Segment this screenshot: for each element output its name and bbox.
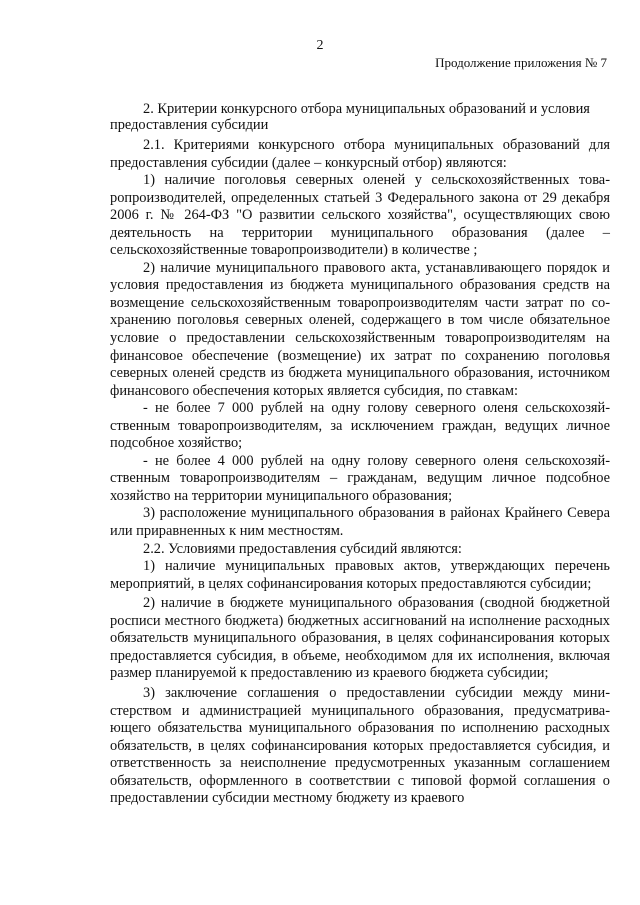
page-number: 2: [316, 38, 324, 53]
paragraph-condition-2: 2) наличие в бюджете муниципального образования (сводной бюджетной росписи местного бюджета) бюджетных ассигнований на исполнение расходных обязательств муниципального образования, в целях софинансирования которых предоставляется субсидия, в объеме, необходимом для их исполнения, включая размер планируемой к предоставлению из краевого бюджета субсидии;: [110, 595, 610, 682]
paragraph-rate-7000: - не более 7 000 рублей на одну голову северного оленя сельскохозяйственным товаропроизводителям, за исключением граждан, ведущих личное подсобное хозяйство;: [110, 400, 610, 452]
paragraph-criterion-3: 3) расположение муниципального образования в районах Крайнего Севера или приравненных к ним местностям.: [110, 505, 610, 540]
document-body: [110, 102, 610, 808]
paragraph-criterion-1: 1) наличие поголовья северных оленей у сельскохозяйственных товаропроизводителей, определенных статьей 3 Федерального закона от 29 декабря 2006 г. № 264-ФЗ "О развитии сельского хозяйства", осуществляющих свою деятельность на территории муниципального образования (далее – сельскохозяйственные товаропроизводители) в количестве ;: [110, 172, 610, 259]
paragraph-rate-4000: - не более 4 000 рублей на одну голову северного оленя сельскохозяйственным товаропроизводителям – гражданам, ведущим личное подсобное хозяйство на территории муниципального образования;: [110, 452, 610, 504]
paragraph-2-1: 2.1. Критериями конкурсного отбора муниципальных образований для предоставления субсидии (далее – конкурсный отбор) являются:: [110, 137, 610, 171]
paragraph-condition-3: 3) заключение соглашения о предоставлении субсидии между министерством и администрацией муниципального образования, предусматривающего обязательства муниципального образования по исполнению расходных обязательств, в целях софинансирования которых предоставляется субсидия, и ответственность за неисполнение предусмотренных указанным соглашением обязательств, оформленного в соответствии с типовой формой соглашения о предоставлении субсидии местному бюджету из краевого: [110, 684, 610, 807]
section-title: 2. Критерии конкурсного отбора муниципальных образований и условия предоставления субсидии: [110, 101, 590, 133]
running-head: Продолжение приложения № 7: [435, 55, 607, 70]
paragraph-criterion-2: 2) наличие муниципального правового акта, устанавливающего порядок и условия предоставления из бюджета муниципального образования средств на возмещение сельскохозяйственным товаропроизводителям части затрат по сохранению поголовья северных оленей, содержащего в том числе обязательное условие о предоставлении сельскохозяйственным товаропроизводителям на финансовое обеспечение (возмещение) их затрат по сохранению поголовья северных оленей средств из бюджета муниципального образования, источником финансового обеспечения которых является субсидия, по ставкам:: [110, 259, 610, 399]
paragraph-condition-1: 1) наличие муниципальных правовых актов, утверждающих перечень мероприятий, в целях софинансирования которых предоставляются субсидии;: [110, 558, 610, 592]
paragraph-2-2: 2.2. Условиями предоставления субсидий являются:: [143, 540, 462, 557]
